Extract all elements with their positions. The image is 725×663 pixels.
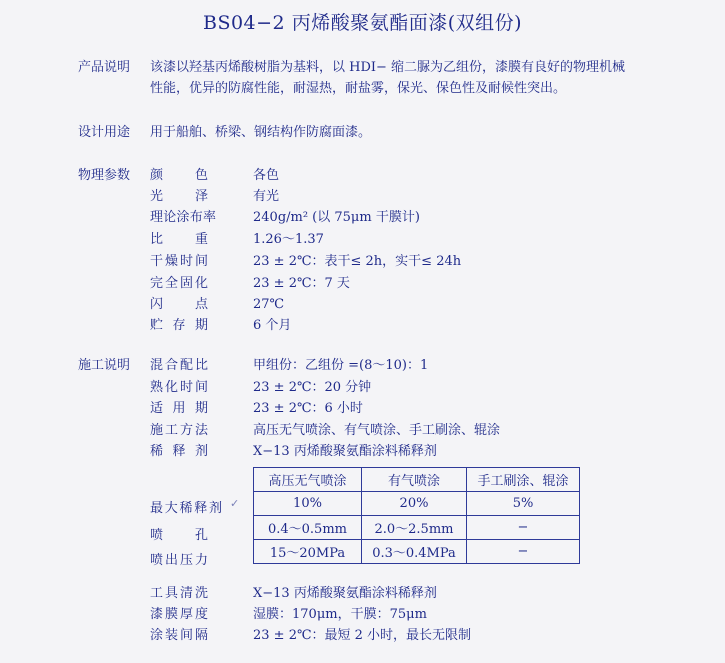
- application-label-pot-life: 适用期: [150, 401, 208, 416]
- table-cell: 2.0～2.5mm: [362, 516, 467, 540]
- application-value-pot-life: 23 ± 2℃：6 小时: [253, 401, 363, 416]
- application-label-thinner: 稀释剂: [150, 444, 208, 459]
- application-label-film-thickness: 漆膜厚度: [150, 607, 208, 622]
- physical-label-color: 颜色: [150, 168, 208, 183]
- physical-value-full-cure: 23 ± 2℃：7 天: [253, 276, 350, 291]
- document-title: BS04−2 丙烯酸聚氨酯面漆(双组份): [202, 12, 523, 34]
- table-cell: −: [467, 516, 580, 540]
- application-label-mix-ratio: 混合配比: [150, 358, 208, 373]
- section-heading-usage: 设计用途: [78, 125, 131, 140]
- application-value-recoat-interval: 23 ± 2℃：最短 2 小时，最长无限制: [253, 628, 472, 643]
- physical-label-storage: 贮存期: [150, 318, 208, 333]
- physical-value-gloss: 有光: [253, 189, 280, 204]
- section-heading-product: 产品说明: [78, 60, 131, 75]
- spray-parameters-table: [253, 467, 580, 564]
- table-row-label-pressure: 喷出压力: [150, 553, 208, 568]
- table-header-brush-roller: 手工刷涂、辊涂: [467, 468, 580, 492]
- product-description-line-2: 性能，优异的防腐性能，耐湿热，耐盐雾，保光、保色性及耐候性突出。: [150, 81, 567, 96]
- table-header-row: [254, 468, 580, 492]
- table-row-label-nozzle: 喷孔: [150, 528, 208, 543]
- section-heading-physical: 物理参数: [78, 168, 131, 183]
- table-cell: 0.3～0.4MPa: [362, 540, 467, 564]
- table-row: [254, 516, 580, 540]
- application-label-recoat-interval: 涂装间隔: [150, 628, 208, 643]
- application-value-film-thickness: 湿膜：170μm，干膜：75μm: [253, 607, 427, 622]
- application-value-thinner: X−13 丙烯酸聚氨酯涂料稀释剂: [253, 444, 437, 459]
- section-heading-application: 施工说明: [78, 358, 131, 373]
- table-cell: 15～20MPa: [254, 540, 362, 564]
- physical-label-gloss: 光泽: [150, 189, 208, 204]
- physical-value-color: 各色: [253, 168, 280, 183]
- physical-label-full-cure: 完全固化: [150, 276, 208, 291]
- table-row: [254, 492, 580, 516]
- application-label-method: 施工方法: [150, 423, 208, 438]
- table-cell: 20%: [362, 492, 467, 516]
- physical-label-drying-time: 干燥时间: [150, 254, 208, 269]
- application-value-tool-cleaning: X−13 丙烯酸聚氨酯涂料稀释剂: [253, 586, 437, 601]
- application-label-tool-cleaning: 工具清洗: [150, 586, 208, 601]
- table-cell: 0.4～0.5mm: [254, 516, 362, 540]
- decorative-tick-mark: ✓: [230, 497, 240, 510]
- application-label-induction-time: 熟化时间: [150, 380, 208, 395]
- physical-label-flash-point: 闪点: [150, 297, 208, 312]
- table-row-label-max-thinner: 最大稀释剂: [150, 501, 222, 516]
- table-row: [254, 540, 580, 564]
- application-value-method: 高压无气喷涂、有气喷涂、手工刷涂、辊涂: [253, 423, 501, 438]
- table-cell: 10%: [254, 492, 362, 516]
- physical-value-coverage: 240g/m² (以 75μm 干膜计): [253, 210, 420, 225]
- table-header-air-spray: 有气喷涂: [362, 468, 467, 492]
- physical-value-drying-time: 23 ± 2℃：表干≤ 2h，实干≤ 24h: [253, 254, 462, 269]
- usage-text: 用于船舶、桥梁、钢结构作防腐面漆。: [150, 125, 372, 140]
- product-description-line-1: 该漆以羟基丙烯酸树脂为基料，以 HDI− 缩二脲为乙组份，漆膜有良好的物理机械: [150, 60, 626, 75]
- physical-label-density: 比重: [150, 232, 208, 247]
- physical-label-coverage: 理论涂布率: [150, 210, 216, 225]
- physical-value-density: 1.26～1.37: [253, 232, 324, 247]
- table-header-airless: 高压无气喷涂: [254, 468, 362, 492]
- physical-value-storage: 6 个月: [253, 318, 292, 333]
- table-cell: −: [467, 540, 580, 564]
- application-value-mix-ratio: 甲组份：乙组份 =(8～10)：1: [253, 358, 429, 373]
- physical-value-flash-point: 27℃: [253, 297, 285, 312]
- table-cell: 5%: [467, 492, 580, 516]
- application-value-induction-time: 23 ± 2℃：20 分钟: [253, 380, 372, 395]
